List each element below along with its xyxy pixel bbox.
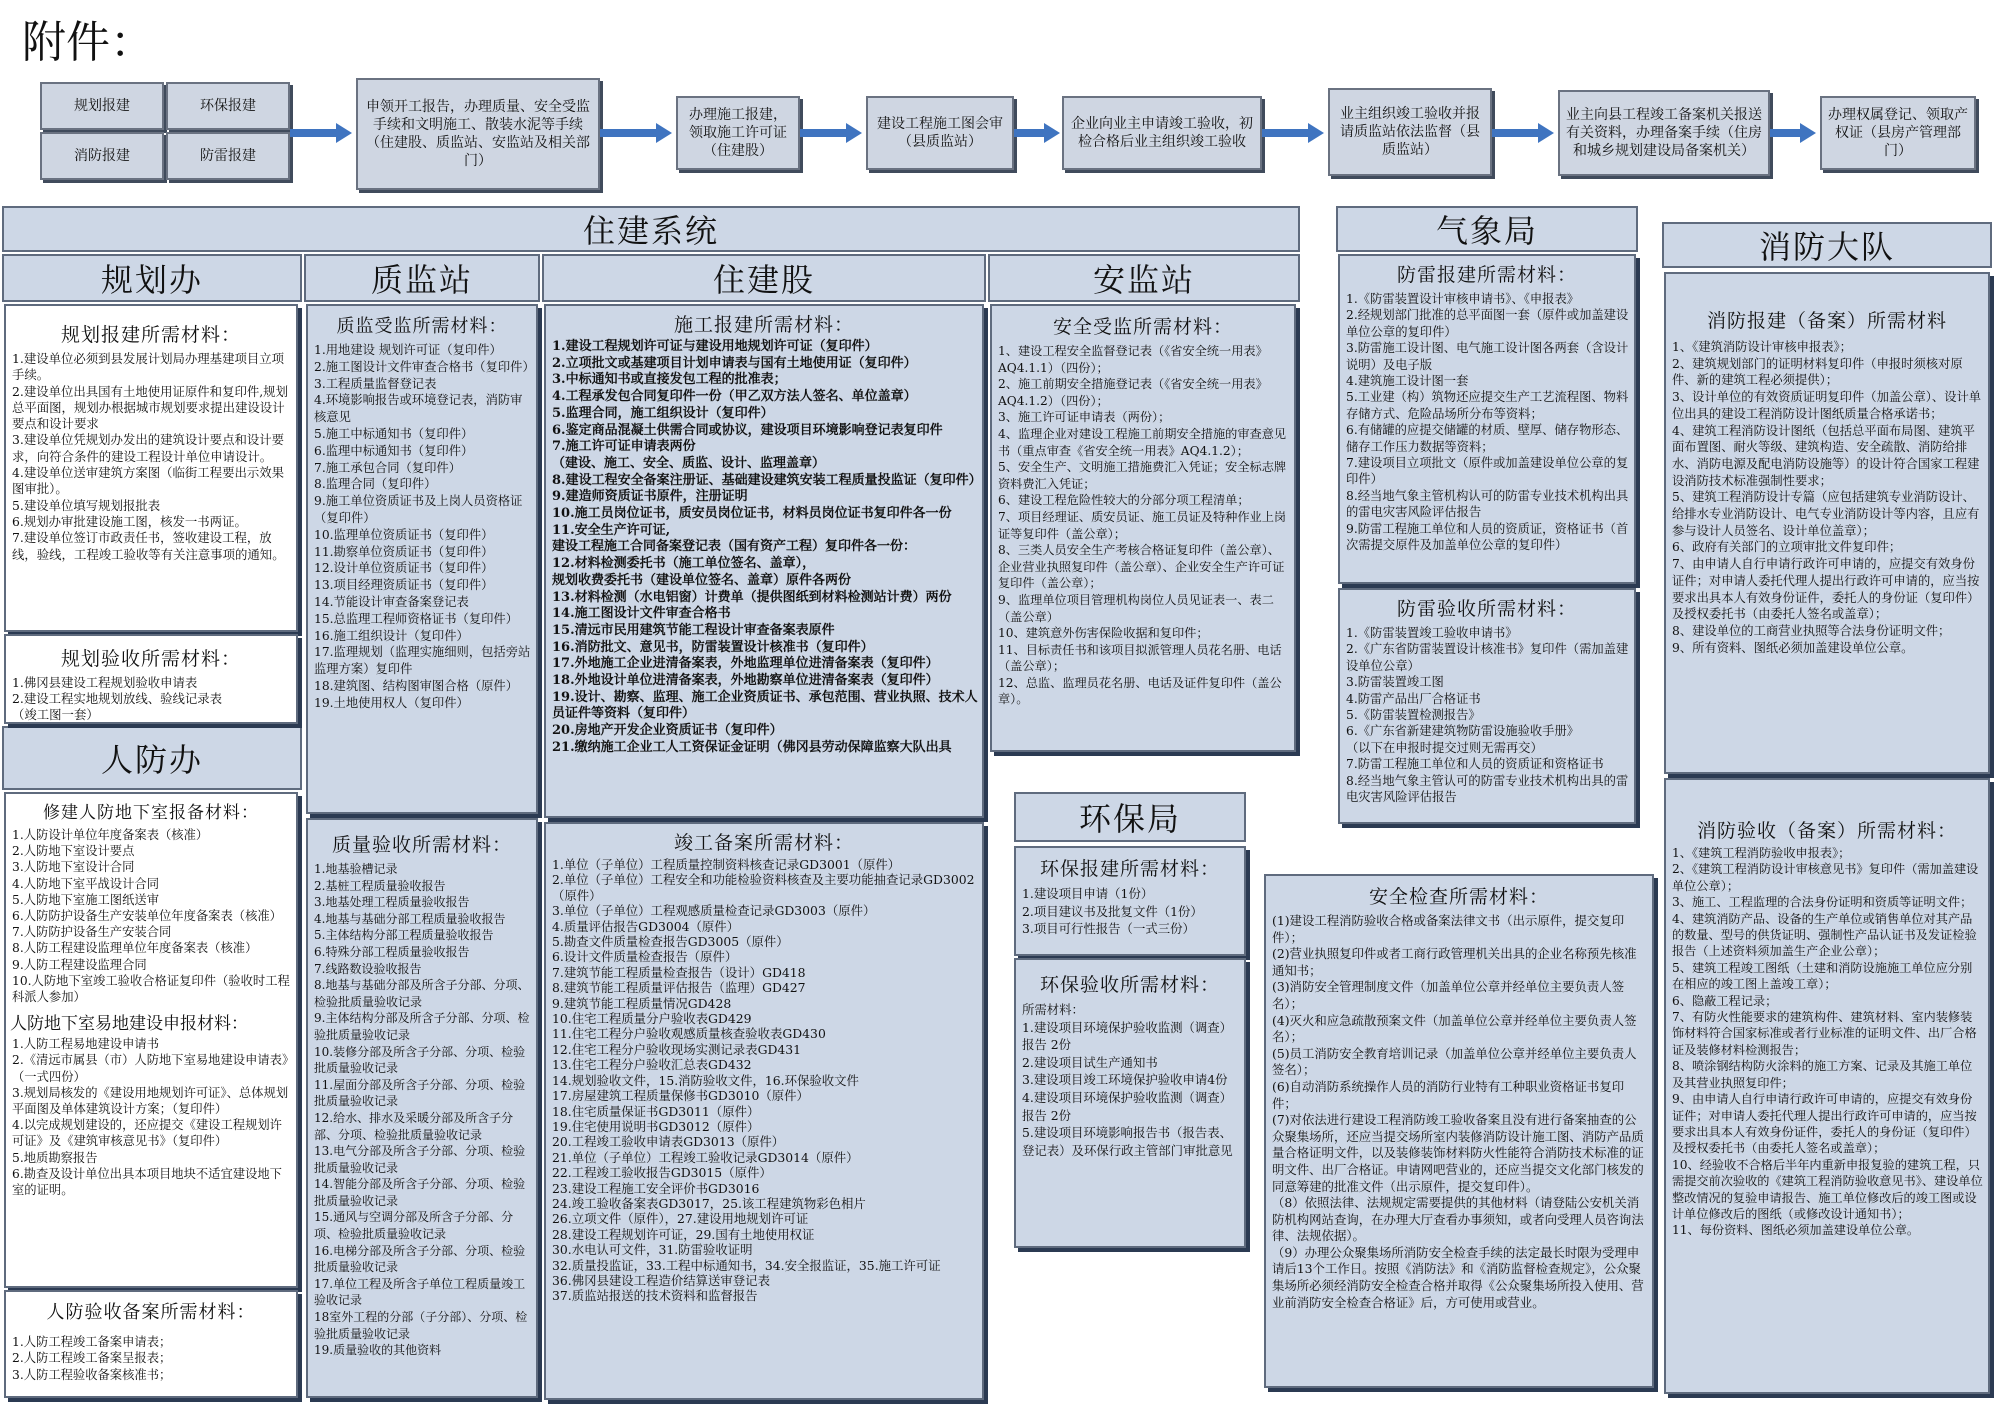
- list-item: 1.佛冈县建设工程规划验收申请表: [12, 675, 198, 690]
- list-item: 7.线路数设验收报告: [314, 961, 422, 976]
- band-qixiang: 气象局: [1336, 206, 1638, 252]
- list-huanbao-baojian: [1016, 885, 1244, 938]
- list-anjian-shoujian: [992, 343, 1294, 708]
- list-item: 1、《建筑工程消防验收申报表》；: [1672, 846, 1851, 860]
- flow-arrow: [600, 125, 672, 141]
- flow-step-label: 办理权属登记、领取产权证（县房产管理部门）: [1828, 107, 1968, 159]
- list-item: 3、施工、工程监理的合法身份证明和资质等证明文件；: [1672, 895, 1973, 910]
- list-guihua-baojian: [6, 351, 296, 563]
- list-item: 6.特殊分部工程质量验收报告: [314, 944, 470, 959]
- flow-box-fanglei-baojian: [166, 132, 290, 180]
- list-item: 13.电气分部及所含子分部、分项、检验批质量验收记录: [314, 1144, 526, 1175]
- flow-step-7: [1820, 96, 1976, 170]
- list-item: 20.工程竣工验收申请表GD3013（原件）: [552, 1134, 785, 1150]
- panel-guihua-yanshou: [4, 634, 298, 724]
- panel-title: 环保报建所需材料：: [1039, 858, 1220, 880]
- panel-title: 安全受监所需材料：: [1052, 316, 1233, 338]
- list-item: 7.施工许可证申请表两份: [552, 439, 696, 455]
- panel-qixiang-baojian: [1338, 254, 1636, 584]
- flow-box-label: 防雷报建: [200, 148, 256, 164]
- list-item: 10、经验收不合格后半年内重新申报复验的建筑工程，只需提交前次验收的《建筑工程消防验收意见书》、建设单位整改情况的复验申请报告、施工单位修改后的竣工图或设计单位修改后的图纸（或修改设计通知书）；: [1672, 1157, 1983, 1221]
- list-item: 23.建设工程施工安全评价书GD3016: [552, 1180, 760, 1196]
- list-item: 6.鉴定商品混凝土供需合同或协议，建设项目环境影响登记表复印件: [552, 422, 943, 438]
- list-item: 5、安全生产、文明施工措施费汇入凭证；安全标志牌资料费汇入凭证；: [998, 460, 1287, 491]
- list-item: 11、每份资料、图纸必须加盖建设单位公章。: [1672, 1223, 1920, 1238]
- list-item: 17.外地施工企业进清备案表，外地监理单位进清备案表（复印件）: [552, 656, 939, 672]
- list-item: 规划收费委托书（建设单位签名、盖章）原件各两份: [552, 572, 852, 588]
- flow-step-label: 申领开工报告，办理质量、安全受监手续和文明施工、散装水泥等手续（住建股、质监站、安监站及相关部门）: [366, 99, 590, 169]
- list-item: 建设工程施工合同备案登记表（国有资产工程）复印件各一份：: [552, 539, 917, 555]
- list-xiaofang-baojian: [1666, 339, 1988, 656]
- list-item: 14.智能分部及所含子分部、分项、检验批质量验收记录: [314, 1177, 526, 1208]
- panel-subtitle: 人防地下室易地建设申报材料：: [10, 1014, 248, 1035]
- list-item: 5.监理合同，施工组织设计（复印件）: [552, 405, 774, 421]
- list-item: 17.房屋建筑工程质量保修书GD3010（原件）: [552, 1088, 809, 1104]
- band-zhijian: 质监站: [304, 254, 540, 302]
- list-item: 5.《防雷装置检测报告》: [1346, 708, 1481, 723]
- band-zhujian-system: 住建系统: [2, 206, 1300, 252]
- list-item: 2.建设项目试生产通知书: [1022, 1054, 1158, 1070]
- list-item: 4.工程承发包合同复印件一份（甲乙双方法人签名、单位盖章）: [552, 389, 917, 405]
- list-item: 16.消防批文、意见书，防雷装置设计核准书（复印件）: [552, 639, 874, 655]
- list-item: 1.人防设计单位年度备案表（核准）: [12, 828, 209, 842]
- list-zhujiangu-jungong: [546, 857, 982, 1304]
- list-item: 3.工程质量监督登记表: [314, 376, 437, 391]
- list-item: 1.用地建设 规划许可证（复印件）: [314, 343, 502, 357]
- flow-step-label: 建设工程施工图会审（县质监站）: [877, 116, 1003, 150]
- list-item: 3.人防工程验收备案核准书；: [12, 1367, 172, 1382]
- list-item: 12.设计单位资质证书（复印件）: [314, 561, 494, 576]
- list-item: 2.建设工程实地规划放线、验线记录表: [12, 691, 223, 706]
- list-item: (3)消防安全管理制度文件（加盖单位公章并经单位主要负责人签名）；: [1272, 979, 1625, 1011]
- list-item: 19.住宅使用说明书GD3012（原件）: [552, 1118, 760, 1134]
- list-zhijian-yanshou: [308, 861, 536, 1359]
- list-item: 6、建设工程危险性较大的分部分项工程清单；: [998, 493, 1250, 508]
- flow-step-3: [866, 96, 1014, 170]
- list-item: 1.建设工程规划许可证与建设用地规划许可证（复印件）: [552, 339, 878, 354]
- list-item: 15.总监理工程师资格证书（复印件）: [314, 611, 519, 626]
- panel-zhijian-shoujian: [306, 304, 538, 814]
- list-item: 2.立项批文或基建项目计划申请表与国有土地使用证（复印件）: [552, 355, 917, 371]
- flow-step-label: 办理施工报建，领取施工许可证（住建股）: [689, 107, 787, 159]
- list-item: (5)员工消防安全教育培训记录（加盖单位公章并经单位主要负责人签名）；: [1272, 1045, 1637, 1078]
- flow-arrow: [1770, 125, 1816, 141]
- band-xiaofang: 消防大队: [1662, 222, 1992, 268]
- list-item: 6.监理中标通知书（复印件）: [314, 443, 474, 458]
- list-item: 11.安全生产许可证,: [552, 522, 671, 538]
- list-item: 5.人防地下室施工图纸送审: [12, 892, 159, 907]
- panel-title: 质量验收所需材料：: [331, 834, 512, 856]
- list-renfang-baobei: [6, 827, 296, 1005]
- list-item: 3.中标通知书或直接发包工程的批准表；: [552, 372, 787, 388]
- flow-step-4: [1062, 96, 1262, 170]
- panel-title: 规划验收所需材料：: [60, 648, 241, 670]
- flow-box-label: 环保报建: [200, 98, 256, 114]
- list-item: 5.工业建（构）筑物还应提交生产工艺流程图、物料存储方式、危险品场所分布等资料；: [1346, 390, 1629, 421]
- list-item: 8、三类人员安全生产考核合格证复印件（盖公章）、企业营业执照复印件（盖公章）、企业安全生产许可证复印件（盖公章）；: [998, 543, 1285, 591]
- list-item: 3.防雷装置竣工图: [1346, 675, 1444, 690]
- list-item: 3、施工许可证申请表（两份）；: [998, 410, 1171, 425]
- list-item: 2、建筑规划部门的证明材料复印件（申报时须核对原件、新的建筑工程必须提供）；: [1672, 356, 1963, 388]
- list-item: 8.经当地气象主管机构认可的防雷专业技术机构出具的雷电灾害风险评估报告: [1346, 488, 1629, 520]
- list-item: 4.人防地下室平战设计合同: [12, 876, 159, 891]
- list-item: 8.地基与基础分部及所含子分部、分项、检验批质量验收记录: [314, 978, 530, 1009]
- list-item: 6.人防防护设备生产安装单位年度备案表（核准）: [12, 909, 282, 924]
- list-item: 15.清远市民用建筑节能工程设计审查备案表原件: [552, 622, 835, 638]
- list-qixiang-yanshou: [1340, 625, 1634, 805]
- list-item: 4.质量评估报告GD3004（原件）: [552, 918, 740, 934]
- panel-title: 安全检查所需材料：: [1368, 886, 1549, 908]
- panel-title: 人防验收备案所需材料：: [46, 1302, 256, 1323]
- list-item: 12、总监、监理员花名册、电话及证件复印件（盖公章）。: [998, 675, 1282, 707]
- panel-zhujiangu-jungong: [544, 822, 984, 1400]
- list-item: 8.建筑节能工程质量评估报告（监理）GD427: [552, 980, 806, 996]
- list-item: 5、建筑工程竣工图纸（土建和消防设施施工单位应分别在相应的竣工图上盖竣工章）；: [1672, 960, 1973, 992]
- flow-step-label: 业主向县工程竣工备案机关报送有关资料，办理备案手续（住房和城乡规划建设局备案机关）: [1566, 107, 1762, 159]
- list-item: 32.质量投监证，33.工程中标通知书，34.安全报监证，35.施工许可证: [552, 1257, 941, 1273]
- list-item: 9.人防工程建设监理合同: [12, 957, 147, 972]
- list-item: 5.建设项目环境影响报告书（报告表、登记表）及环保行政主管部门审批意见: [1022, 1125, 1233, 1158]
- list-item: 2.单位（子单位）工程安全和功能检验资料核查及主要功能抽查记录GD3002（原件）: [552, 872, 975, 903]
- band-renfang: 人防办: [2, 726, 302, 790]
- list-item: 4、监理企业对建设工程施工前期安全措施的审查意见书（重点审查《省安全统一用表》AQ4.1.2）；: [998, 426, 1287, 458]
- list-item: 9.施工单位资质证书及上岗人员资格证（复印件）: [314, 494, 523, 525]
- list-item: 6、隐蔽工程记录；: [1672, 993, 1778, 1008]
- list-item: 2、《建筑工程消防设计审核意见书》复印件（需加盖建设单位公章）；: [1672, 862, 1979, 893]
- panel-zhujiangu-baojian: [544, 304, 984, 818]
- flow-box-label: 规划报建: [74, 98, 130, 114]
- list-item: 36.佛冈县建设工程造价结算送审登记表: [552, 1272, 770, 1288]
- list-item: 3.地基处理工程质量验收报告: [314, 895, 470, 910]
- list-item: 13.项目经理资质证书（复印件）: [314, 578, 494, 593]
- band-zhujiangu: 住建股: [542, 254, 986, 302]
- flow-arrow: [800, 125, 862, 141]
- list-item: 13.住宅工程分户验收汇总表GD432: [552, 1057, 752, 1073]
- list-item: 6.《广东省新建建筑物防雷设施验收手册》: [1346, 724, 1580, 739]
- list-item: 18.住宅质量保证书GD3011（原件）: [552, 1103, 760, 1119]
- list-item: 13.材料检测（水电铝窗）计费单（提供图纸到材料检测站计费）两份: [552, 589, 952, 605]
- list-item: 17.监理规划（监理实施细则，包括旁站监理方案）复印件: [314, 645, 531, 677]
- list-item: 5.勘查文件质量检查报告GD3005（原件）: [552, 934, 789, 950]
- list-item: 3.人防地下室设计合同: [12, 860, 135, 875]
- list-item: 16.施工组织设计（复印件）: [314, 628, 469, 643]
- list-item: 5.建设单位填写规划报批表: [12, 497, 161, 513]
- list-item: 12.材料检测委托书（施工单位签名、盖章），: [552, 556, 816, 572]
- list-item: 19.设计、勘察、监理、施工企业资质证书、承包范围、营业执照、技术人员证件等资料（复印件）: [552, 689, 978, 722]
- list-item: (2)营业执照复印件或者工商行政管理机关出具的企业名称预先核准通知书；: [1272, 946, 1637, 978]
- list-item: 22.工程竣工验收报告GD3015（原件）: [552, 1165, 772, 1181]
- list-renfang-yanshou: [6, 1334, 296, 1383]
- list-item: 7.人防防护设备生产安装合同: [12, 925, 172, 940]
- list-item: 4.建设单位送审建筑方案图（临街工程要出示效果图审批）。: [12, 465, 285, 497]
- list-item: 10.装修分部及所含子分部、分项、检验批质量验收记录: [314, 1044, 526, 1076]
- list-item: 28.建设工程规划许可证，29.国有土地使用权证: [552, 1226, 815, 1242]
- panel-renfang-yanshou: [4, 1290, 298, 1398]
- list-item: 7.建筑节能工程质量检查报告（设计）GD418: [552, 964, 806, 980]
- list-item: 9、监理单位项目管理机构岗位人员见证表一、表二（盖公章）: [998, 592, 1274, 624]
- list-item: 6.设计文件质量检查报告（原件）: [552, 949, 738, 965]
- panel-title: 消防报建（备案）所需材料: [1706, 310, 1947, 332]
- panel-anjian-shoujian: [990, 304, 1296, 752]
- list-zhujiangu-baojian: [546, 339, 982, 757]
- flow-arrow: [1492, 125, 1554, 141]
- flow-box-xiaofang-baojian: [40, 132, 164, 180]
- list-item: 37.质监站报送的技术资料和监督报告: [552, 1288, 758, 1304]
- band-huanbao: 环保局: [1014, 792, 1246, 842]
- list-item: 1.人防工程竣工备案申请表；: [12, 1335, 172, 1349]
- list-zhijian-shoujian: [308, 342, 536, 712]
- list-item: 1.建设单位必须到县发展计划局办理基建项目立项手续。: [12, 351, 285, 383]
- list-item: 1.人防工程易地建设申请书: [12, 1037, 159, 1052]
- panel-xiaofang-yanshou: [1664, 778, 1990, 1394]
- panel-title: 竣工备案所需材料：: [673, 832, 854, 854]
- list-item: 1、《建筑消防设计审核申报表》；: [1672, 340, 1852, 354]
- list-item: 4.防雷产品出厂合格证书: [1346, 691, 1481, 706]
- band-anjian: 安监站: [988, 254, 1300, 302]
- list-item: 6.有储罐的应提交储罐的材质、壁厚、储存物形态、储存工作压力数据等资料；: [1346, 423, 1629, 454]
- list-item: 11.住宅工程分户验收观感质量核查验收表GD430: [552, 1026, 826, 1042]
- list-item: 12.住宅工程分户验收现场实测记录表GD431: [552, 1041, 802, 1057]
- panel-title: 防雷报建所需材料：: [1396, 264, 1577, 286]
- list-item: 26.立项文件（原件），27.建设用地规划许可证: [552, 1211, 809, 1227]
- list-item: 9、所有资料、图纸必须加盖建设单位公章。: [1672, 640, 1914, 655]
- panel-xiaofang-baojian: [1664, 272, 1990, 774]
- list-item: 3.建设项目竣工环境保护验收申请4份: [1022, 1072, 1228, 1088]
- list-item: 20.房地产开发企业资质证书（复印件）: [552, 723, 783, 739]
- panel-title: 环保验收所需材料：: [1039, 974, 1220, 996]
- list-item: 14.节能设计审查备案登记表: [314, 594, 469, 609]
- list-item: 18.外地设计单位进清备案表，外地勘察单位进清备案表（复印件）: [552, 673, 939, 689]
- list-item: 6.勘查及设计单位出具本项目地块不适宜建设地下室的证明。: [12, 1166, 282, 1198]
- list-item: 14.规划验收文件，15.消防验收文件，16.环保验收文件: [552, 1072, 859, 1088]
- list-item: 16.电梯分部及所含子分部、分项、检验批质量验收记录: [314, 1243, 526, 1275]
- list-item: 3、设计单位的有效资质证明复印件（加盖公章）、设计单位出具的建设工程消防设计图纸质量合格承诺书；: [1672, 390, 1982, 421]
- list-item: 6.规划办审批建设施工图，核发一书两证。: [12, 513, 247, 529]
- list-item: 4.建筑施工设计图一套: [1346, 374, 1469, 389]
- flow-step-1: [356, 78, 600, 190]
- list-item: 10.施工员岗位证书，质安员岗位证书，材料员岗位证书复印件各一份: [552, 506, 952, 522]
- list-item: 11、目标责任书和该项目拟派管理人员花名册、电话（盖公章）；: [998, 642, 1282, 674]
- list-item: 1.《防雷装置竣工验收申请书》: [1346, 626, 1518, 640]
- list-item: (7)对依法进行建设工程消防竣工验收备案且没有进行备案抽查的公众聚集场所，还应当提交场所室内装修消防设计施工图、消防产品质量合格证明文件，以及装修装饰材料防火性能符合消防技术标准的证明文件、出厂合格证。申请网吧营业的，还应当提交文化部门核发的同意筹建的批准文件（出示原件，提交复印件）。: [1272, 1112, 1644, 1194]
- list-huanbao-yanshou: [1016, 1001, 1244, 1159]
- list-item: （竣工图一套）: [12, 707, 99, 722]
- list-item: 19.土地使用权人（复印件）: [314, 695, 469, 710]
- list-item: 24.竣工验收备案表GD3017，25.该工程建筑物彩色相片: [552, 1195, 866, 1211]
- list-item: 5.地质勘察报告: [12, 1150, 98, 1165]
- list-item: 9.防雷工程施工单位和人员的资质证，资格证书（首次需提交原件及加盖单位公章的复印件）: [1346, 521, 1629, 553]
- list-item: 2.施工图设计文件审查合格书（复印件）: [314, 359, 535, 374]
- list-item: 15.通风与空调分部及所含子分部、分项、检验批质量验收记录: [314, 1210, 514, 1242]
- list-item: 5、建筑工程消防设计专篇（应包括建筑专业消防设计、给排水专业消防设计、电气专业消防设计等内容，且应有参与设计人员签名、设计单位盖章）；: [1672, 490, 1980, 538]
- panel-title: 施工报建所需材料：: [673, 314, 854, 336]
- list-item: 8.人防工程建设监理单位年度备案表（核准）: [12, 941, 258, 956]
- list-item: 2.项目建议书及批复文件（1份）: [1022, 903, 1203, 919]
- list-item: 2、施工前期安全措施登记表（《省安全统一用表》AQ4.1.2）（四份）；: [998, 377, 1268, 408]
- list-item: 21.单位（子单位）工程竣工验收记录GD3014（原件）: [552, 1149, 859, 1165]
- panel-title: 消防验收（备案）所需材料：: [1696, 820, 1957, 842]
- list-item: 1.《防雷装置设计审核申请书》、《申报表》: [1346, 292, 1580, 306]
- panel-qixiang-yanshou: [1338, 588, 1636, 824]
- panel-title: 防雷验收所需材料：: [1396, 598, 1577, 620]
- list-item: 19.质量验收的其他资料: [314, 1343, 442, 1358]
- list-item: 3.项目可行性报告（一式三份）: [1022, 921, 1195, 937]
- list-item: 2.《广东省防雷装置设计核准书》复印件（需加盖建设单位公章）: [1346, 642, 1629, 673]
- list-item: 1、建设工程安全监督登记表（《省安全统一用表》AQ4.1.1）（四份）；: [998, 344, 1268, 375]
- panel-title: 修建人防地下室报备材料：: [43, 803, 259, 823]
- list-item: 10.人防地下室竣工验收合格证复印件（验收时工程科派人参加）: [12, 973, 290, 1005]
- band-guihua: 规划办: [2, 254, 302, 302]
- list-item: 18室外工程的分部（子分部）、分项、检验批质量验收记录: [314, 1310, 528, 1341]
- list-item: 5.施工中标通知书（复印件）: [314, 426, 474, 441]
- list-item: （建设、施工、安全、质监、设计、监理盖章）: [552, 455, 826, 471]
- list-guihua-yanshou: [6, 675, 296, 723]
- flow-step-label: 业主组织竣工验收并报请质监站依法监督（县质监站）: [1340, 106, 1480, 158]
- flow-arrow: [290, 125, 352, 141]
- list-item: 4.建设项目环境保护验收监测（调查）报告 2份: [1022, 1089, 1233, 1123]
- list-renfang-yidi: [6, 1036, 296, 1198]
- panel-title: 规划报建所需材料：: [60, 324, 241, 346]
- list-item: 11.勘察单位资质证书（复印件）: [314, 544, 494, 559]
- list-item: 7.建设单位签订市政责任书，签收建设工程，放线，验线，工程竣工验收等有关注意事项的通知。: [12, 530, 285, 562]
- panel-huanbao-yanshou: [1014, 958, 1246, 1248]
- list-item: 4、建筑工程消防设计图纸（包括总平面布局图、建筑平面布置图、耐火等级、建筑构造、安全疏散、消防给排水、消防电源及配电消防设施等）的设计符合国家工程建设消防技术标准强制性要求；: [1672, 423, 1980, 488]
- list-item: 10.住宅工程质量分户验收表GD429: [552, 1011, 752, 1027]
- list-anquan-jiancha: [1266, 913, 1652, 1311]
- flow-arrow: [1014, 125, 1060, 141]
- list-item: (6)自动消防系统操作人员的消防行业特有工种职业资格证书复印件；: [1272, 1078, 1625, 1111]
- list-item: 30.水电认可文件，31.防雷验收证明: [552, 1242, 753, 1258]
- list-item: 17.单位工程及所含子单位工程质量竣工验收记录: [314, 1276, 526, 1308]
- list-item: 3.防雷施工设计图、电气施工设计图各两套（含设计说明）及电子版: [1346, 341, 1629, 372]
- list-item: 9、由申请人自行申请行政许可申请的，应提交有效身份证件；对申请人委托代理人提出行政许可申请的，应当按要求出具本人有效身份证件，委托人的身份证（复印件）及授权委托书（由委托人签名或盖章）；: [1672, 1092, 1977, 1156]
- list-item: 8.建设工程安全备案注册证、基础建设建筑安装工程质量投监证（复印件）: [552, 472, 982, 488]
- list-item: 1.地基验槽记录: [314, 862, 398, 876]
- list-item: 12.给水、排水及采暖分部及所含子分部、分项、检验批质量验收记录: [314, 1110, 514, 1142]
- list-item: 3.单位（子单位）工程观感质量检查记录GD3003（原件）: [552, 903, 876, 919]
- list-item: 8、建设单位的工商营业执照等合法身份证明文件；: [1672, 623, 1951, 638]
- panel-guihua-baojian: [4, 304, 298, 632]
- flow-box-guihua-baojian: [40, 82, 164, 130]
- list-item: 7.建设项目立项批文（原件或加盖建设单位公章的复印件）: [1346, 456, 1629, 487]
- list-item: 3.建设单位凭规划办发出的建筑设计要点和设计要求，向符合条件的建设工程设计单位申请设计。: [12, 432, 285, 464]
- list-item: 8.经当地气象主管认可的防雷专业技术机构出具的雷电灾害风险评估报告: [1346, 773, 1629, 805]
- list-item: 6、政府有关部门的立项审批文件复印件；: [1672, 540, 1902, 555]
- list-item: 7、有防火性能要求的建筑构件、建筑材料、室内装修装饰材料符合国家标准或者行业标准的证明文件、出厂合格证及装修材料检测报告；: [1672, 1010, 1977, 1057]
- list-item: 7、项目经理证、质安员证、施工员证及特种作业上岗证等复印件（盖公章）；: [998, 509, 1287, 541]
- list-item: 2.《清远市属县（市）人防地下室易地建设申请表》（一式四份）: [12, 1053, 289, 1084]
- list-item: 11.屋面分部及所含子分部、分项、检验批质量验收记录: [314, 1077, 526, 1109]
- list-item: 2.人防工程竣工备案呈报表；: [12, 1351, 172, 1366]
- list-item: 5.主体结构分部工程质量验收报告: [314, 928, 494, 943]
- list-item: 10、建筑意外伤害保险收据和复印件；: [998, 626, 1209, 641]
- flow-step-2: [676, 96, 800, 170]
- flow-step-label: 企业向业主申请竣工验收，初检合格后业主组织竣工验收: [1071, 116, 1253, 150]
- flow-step-6: [1558, 90, 1770, 176]
- list-item: 2.建设单位出具国有土地使用证原件和复印件,规划总平面图，规划办根据城市规划要求提出建设设计要点和设计要求: [12, 383, 288, 432]
- list-item: 2.基桩工程质量验收报告: [314, 878, 446, 893]
- list-item: 4.以完成规划建设的，还应提交《建设工程规划许可证》及《建筑审核意见书》（复印件）: [12, 1118, 282, 1149]
- list-item: 10.监理单位资质证书（复印件）: [314, 527, 494, 542]
- page-title: 附件：: [22, 17, 154, 68]
- list-item: 1.单位（子单位）工程质量控制资料核查记录GD3001（原件）: [552, 857, 901, 872]
- flow-arrow: [1262, 125, 1324, 141]
- flow-step-5: [1328, 88, 1492, 176]
- list-item: 14.施工图设计文件审查合格书: [552, 606, 731, 622]
- list-xiaofang-yanshou: [1666, 845, 1988, 1239]
- list-item: 9.主体结构分部及所含子分部、分项、检验批质量验收记录: [314, 1011, 530, 1042]
- list-item: （9）办理公众聚集场所消防安全检查手续的法定最长时限为受理申请后13个工作日。按照《消防法》和《消防监督检查规定》，公众聚集场所必须经消防安全检查合格并取得《公众聚集场所投入使用、营业前消防安全检查合格证》后，方可使用或营业。: [1272, 1244, 1644, 1310]
- list-item: 1.建设项目申请（1份）: [1022, 886, 1154, 901]
- list-item: (4)灭火和应急疏散预案文件（加盖单位公章并经单位主要负责人签名）；: [1272, 1012, 1637, 1045]
- list-item: 9.建筑节能工程质量情况GD428: [552, 995, 732, 1011]
- list-item: 2.经规划部门批准的总平面图一套（原件或加盖建设单位公章的复印件）: [1346, 308, 1629, 339]
- list-item: 3.规划局核发的《建设用地规划许可证》、总体规划平面图及单体建筑设计方案；（复印件）: [12, 1085, 289, 1117]
- list-item: 2.人防地下室设计要点: [12, 844, 135, 859]
- panel-zhijian-yanshou: [306, 818, 538, 1398]
- list-item: 7、由申请人自行申请行政许可申请的，应提交有效身份证件；对申请人委托代理人提出行政许可申请的，应当按要求出具本人有效身份证件，委托人的身份证（复印件）及授权委托书（由委托人签名或盖章）；: [1672, 557, 1980, 622]
- list-qixiang-baojian: [1340, 291, 1634, 554]
- flow-box-label: 消防报建: [74, 148, 130, 164]
- list-item: 所需材料：: [1022, 1002, 1084, 1017]
- list-item: (1)建设工程消防验收合格或备案法律文书（出示原件，提交复印件）；: [1272, 913, 1625, 945]
- panel-anquan-jiancha: [1264, 874, 1654, 1388]
- flow-box-huanbao-baojian: [166, 82, 290, 130]
- panel-huanbao-baojian: [1014, 846, 1246, 956]
- list-item: 4.环境影响报告或环境登记表，消防审核意见: [314, 393, 523, 425]
- list-item: 4.地基与基础分部工程质量验收报告: [314, 911, 506, 926]
- list-item: （以下在申报时提交过则无需再交）: [1346, 740, 1543, 755]
- list-item: 1.建设项目环境保护验收监测（调查）报告 2份: [1022, 1019, 1233, 1053]
- panel-renfang-baobei: [4, 792, 298, 1288]
- list-item: （8）依照法律、法规规定需要提供的其他材料（请登陆公安机关消防机构网站查询，在办理大厅查看办事须知，或者向受理人员咨询法律、法规依据）。: [1272, 1195, 1644, 1244]
- list-item: 7.防雷工程施工单位和人员的资质证和资格证书: [1346, 757, 1604, 772]
- list-item: 7.施工承包合同（复印件）: [314, 460, 461, 475]
- list-item: 9.建造师资质证书原件，注册证明: [552, 489, 748, 505]
- list-item: 4、建筑消防产品、设备的生产单位或销售单位对其产品的数量、型号的供货证明、强制性产品认证书及发证检验报告（上述资料须加盖生产企业公章）；: [1672, 911, 1977, 959]
- list-item: 8.监理合同（复印件）: [314, 477, 437, 492]
- panel-title: 质监受监所需材料：: [336, 316, 508, 337]
- list-item: 21.缴纳施工企业工人工资保证金证明（佛冈县劳动保障监察大队出具: [552, 739, 952, 755]
- list-item: 8、喷涂钢结构防火涂料的施工方案、记录及其施工单位及其营业执照复印件；: [1672, 1059, 1973, 1090]
- list-item: 18.建筑图、结构图审图合格（原件）: [314, 678, 519, 693]
